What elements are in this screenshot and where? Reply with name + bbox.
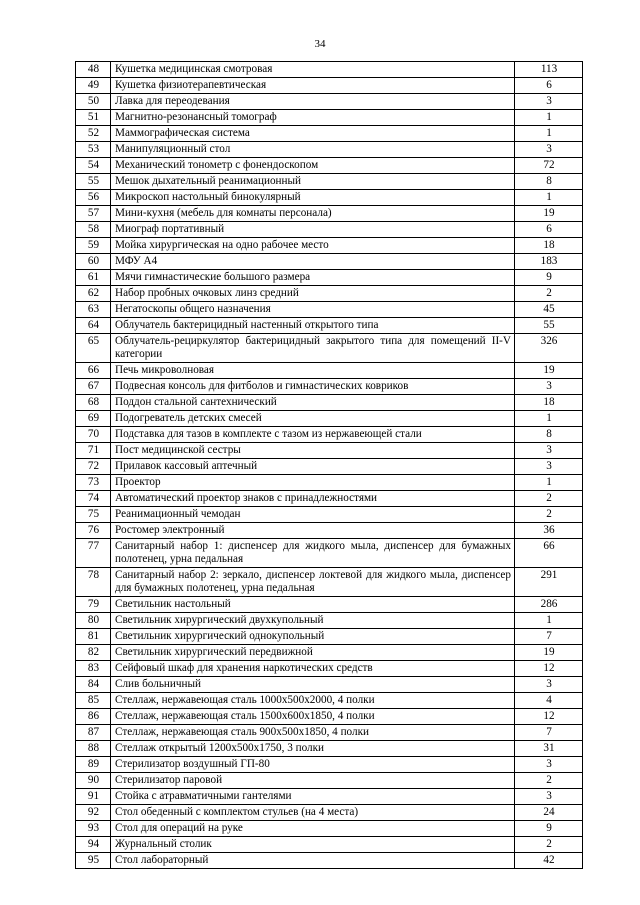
row-number-cell: 87 [76, 725, 111, 741]
table-row [76, 837, 583, 853]
quantity-cell: 1 [515, 411, 583, 427]
row-number-cell: 64 [76, 318, 111, 334]
table-row [76, 174, 583, 190]
table-row [76, 629, 583, 645]
quantity-cell: 6 [515, 222, 583, 238]
item-name-cell: Стеллаж, нержавеющая сталь 1500х600х1850, 4 полки [111, 709, 515, 725]
table-row [76, 693, 583, 709]
row-number-cell: 52 [76, 126, 111, 142]
quantity-cell: 36 [515, 523, 583, 539]
row-number-cell: 60 [76, 254, 111, 270]
table-row [76, 789, 583, 805]
item-name-cell: Стол для операций на руке [111, 821, 515, 837]
page-number: 34 [314, 38, 326, 50]
item-name-cell: Лавка для переодевания [111, 94, 515, 110]
table-row [76, 62, 583, 78]
item-name-cell: Санитарный набор 1: диспенсер для жидкого мыла, диспенсер для бумажных полотенец, урна педальная [111, 539, 515, 568]
row-number-cell: 51 [76, 110, 111, 126]
item-name-cell: Набор пробных очковых линз средний [111, 286, 515, 302]
table-row [76, 568, 583, 597]
item-name-cell: Микроскоп настольный бинокулярный [111, 190, 515, 206]
row-number-cell: 93 [76, 821, 111, 837]
quantity-cell: 8 [515, 427, 583, 443]
item-name-cell: Облучатель-рециркулятор бактерицидный закрытого типа для помещений II-V категории [111, 334, 515, 363]
quantity-cell: 18 [515, 238, 583, 254]
quantity-cell: 2 [515, 773, 583, 789]
quantity-cell: 1 [515, 110, 583, 126]
item-name-cell: Подставка для тазов в комплекте с тазом из нержавеющей стали [111, 427, 515, 443]
table-row [76, 523, 583, 539]
row-number-cell: 66 [76, 363, 111, 379]
item-name-cell: Пост медицинской сестры [111, 443, 515, 459]
table-row [76, 805, 583, 821]
table-row [76, 94, 583, 110]
row-number-cell: 70 [76, 427, 111, 443]
row-number-cell: 85 [76, 693, 111, 709]
quantity-cell: 18 [515, 395, 583, 411]
quantity-cell: 6 [515, 78, 583, 94]
table-row [76, 597, 583, 613]
table-row [76, 411, 583, 427]
row-number-cell: 69 [76, 411, 111, 427]
item-name-cell: Стеллаж, нержавеющая сталь 1000х500х2000, 4 полки [111, 693, 515, 709]
item-name-cell: Печь микроволновая [111, 363, 515, 379]
item-name-cell: Слив больничный [111, 677, 515, 693]
item-name-cell: Светильник настольный [111, 597, 515, 613]
row-number-cell: 50 [76, 94, 111, 110]
table-row [76, 741, 583, 757]
quantity-cell: 3 [515, 677, 583, 693]
row-number-cell: 48 [76, 62, 111, 78]
item-name-cell: Стеллаж, нержавеющая сталь 900х500х1850, 4 полки [111, 725, 515, 741]
row-number-cell: 54 [76, 158, 111, 174]
item-name-cell: Ростомер электронный [111, 523, 515, 539]
item-name-cell: Стеллаж открытый 1200х500х1750, 3 полки [111, 741, 515, 757]
quantity-cell: 9 [515, 821, 583, 837]
row-number-cell: 78 [76, 568, 111, 597]
table-row [76, 142, 583, 158]
table-row [76, 302, 583, 318]
quantity-cell: 291 [515, 568, 583, 597]
quantity-cell: 55 [515, 318, 583, 334]
quantity-cell: 9 [515, 270, 583, 286]
row-number-cell: 89 [76, 757, 111, 773]
table-row [76, 491, 583, 507]
item-name-cell: Автоматический проектор знаков с принадлежностями [111, 491, 515, 507]
row-number-cell: 61 [76, 270, 111, 286]
row-number-cell: 92 [76, 805, 111, 821]
item-name-cell: Механический тонометр с фонендоскопом [111, 158, 515, 174]
row-number-cell: 88 [76, 741, 111, 757]
table-row [76, 254, 583, 270]
quantity-cell: 286 [515, 597, 583, 613]
item-name-cell: Маммографическая система [111, 126, 515, 142]
row-number-cell: 55 [76, 174, 111, 190]
item-name-cell: Санитарный набор 2: зеркало, диспенсер локтевой для жидкого мыла, диспенсер для бумажных полотенец, урна педальная [111, 568, 515, 597]
row-number-cell: 84 [76, 677, 111, 693]
row-number-cell: 75 [76, 507, 111, 523]
row-number-cell: 67 [76, 379, 111, 395]
quantity-cell: 19 [515, 363, 583, 379]
row-number-cell: 94 [76, 837, 111, 853]
quantity-cell: 45 [515, 302, 583, 318]
table-row [76, 238, 583, 254]
item-name-cell: Негатоскопы общего назначения [111, 302, 515, 318]
quantity-cell: 19 [515, 645, 583, 661]
item-name-cell: Кушетка физиотерапевтическая [111, 78, 515, 94]
quantity-cell: 12 [515, 709, 583, 725]
table-row [76, 126, 583, 142]
quantity-cell: 3 [515, 142, 583, 158]
item-name-cell: Кушетка медицинская смотровая [111, 62, 515, 78]
quantity-cell: 1 [515, 190, 583, 206]
table-row [76, 539, 583, 568]
table-row [76, 158, 583, 174]
item-name-cell: Прилавок кассовый аптечный [111, 459, 515, 475]
quantity-cell: 2 [515, 491, 583, 507]
table-row [76, 190, 583, 206]
quantity-cell: 3 [515, 379, 583, 395]
quantity-cell: 8 [515, 174, 583, 190]
item-name-cell: Проектор [111, 475, 515, 491]
table-row [76, 78, 583, 94]
table-row [76, 757, 583, 773]
table-row [76, 443, 583, 459]
item-name-cell: Светильник хирургический передвижной [111, 645, 515, 661]
quantity-cell: 113 [515, 62, 583, 78]
quantity-cell: 4 [515, 693, 583, 709]
item-name-cell: Поддон стальной сантехнический [111, 395, 515, 411]
table-row [76, 395, 583, 411]
quantity-cell: 3 [515, 459, 583, 475]
row-number-cell: 79 [76, 597, 111, 613]
quantity-cell: 7 [515, 725, 583, 741]
item-name-cell: Стол лабораторный [111, 853, 515, 869]
item-name-cell: Манипуляционный стол [111, 142, 515, 158]
quantity-cell: 1 [515, 613, 583, 629]
row-number-cell: 62 [76, 286, 111, 302]
quantity-cell: 183 [515, 254, 583, 270]
row-number-cell: 49 [76, 78, 111, 94]
row-number-cell: 58 [76, 222, 111, 238]
table-row [76, 613, 583, 629]
item-name-cell: Светильник хирургический однокупольный [111, 629, 515, 645]
item-name-cell: Стол обеденный с комплектом стульев (на 4 места) [111, 805, 515, 821]
table-row [76, 773, 583, 789]
item-name-cell: Мойка хирургическая на одно рабочее место [111, 238, 515, 254]
row-number-cell: 65 [76, 334, 111, 363]
table-row [76, 459, 583, 475]
row-number-cell: 56 [76, 190, 111, 206]
table-row [76, 363, 583, 379]
quantity-cell: 7 [515, 629, 583, 645]
item-name-cell: Мячи гимнастические большого размера [111, 270, 515, 286]
quantity-cell: 3 [515, 789, 583, 805]
item-name-cell: Мешок дыхательный реанимационный [111, 174, 515, 190]
row-number-cell: 73 [76, 475, 111, 491]
table-row [76, 677, 583, 693]
quantity-cell: 1 [515, 126, 583, 142]
table-row [76, 206, 583, 222]
table-row [76, 222, 583, 238]
quantity-cell: 3 [515, 443, 583, 459]
quantity-cell: 2 [515, 507, 583, 523]
row-number-cell: 91 [76, 789, 111, 805]
row-number-cell: 53 [76, 142, 111, 158]
equipment-table-body [76, 62, 583, 869]
quantity-cell: 2 [515, 837, 583, 853]
row-number-cell: 59 [76, 238, 111, 254]
item-name-cell: Реанимационный чемодан [111, 507, 515, 523]
quantity-cell: 2 [515, 286, 583, 302]
quantity-cell: 66 [515, 539, 583, 568]
quantity-cell: 3 [515, 757, 583, 773]
row-number-cell: 74 [76, 491, 111, 507]
row-number-cell: 90 [76, 773, 111, 789]
item-name-cell: Светильник хирургический двухкупольный [111, 613, 515, 629]
item-name-cell: Миограф портативный [111, 222, 515, 238]
item-name-cell: Подвесная консоль для фитболов и гимнастических ковриков [111, 379, 515, 395]
row-number-cell: 95 [76, 853, 111, 869]
table-row [76, 427, 583, 443]
quantity-cell: 31 [515, 741, 583, 757]
equipment-table [75, 61, 583, 869]
table-row [76, 379, 583, 395]
table-row [76, 318, 583, 334]
row-number-cell: 76 [76, 523, 111, 539]
row-number-cell: 72 [76, 459, 111, 475]
table-row [76, 507, 583, 523]
table-row [76, 725, 583, 741]
row-number-cell: 86 [76, 709, 111, 725]
item-name-cell: Журнальный столик [111, 837, 515, 853]
row-number-cell: 80 [76, 613, 111, 629]
item-name-cell: МФУ А4 [111, 254, 515, 270]
quantity-cell: 72 [515, 158, 583, 174]
item-name-cell: Стерилизатор паровой [111, 773, 515, 789]
quantity-cell: 3 [515, 94, 583, 110]
row-number-cell: 68 [76, 395, 111, 411]
quantity-cell: 42 [515, 853, 583, 869]
table-row [76, 110, 583, 126]
item-name-cell: Магнитно-резонансный томограф [111, 110, 515, 126]
quantity-cell: 326 [515, 334, 583, 363]
row-number-cell: 71 [76, 443, 111, 459]
quantity-cell: 1 [515, 475, 583, 491]
quantity-cell: 19 [515, 206, 583, 222]
item-name-cell: Стойка с атравматичными гантелями [111, 789, 515, 805]
table-row [76, 821, 583, 837]
item-name-cell: Стерилизатор воздушный ГП-80 [111, 757, 515, 773]
item-name-cell: Облучатель бактерицидный настенный открытого типа [111, 318, 515, 334]
table-row [76, 661, 583, 677]
table-row [76, 334, 583, 363]
table-row [76, 853, 583, 869]
table-row [76, 475, 583, 491]
row-number-cell: 63 [76, 302, 111, 318]
row-number-cell: 57 [76, 206, 111, 222]
table-row [76, 709, 583, 725]
row-number-cell: 82 [76, 645, 111, 661]
row-number-cell: 83 [76, 661, 111, 677]
item-name-cell: Мини-кухня (мебель для комнаты персонала) [111, 206, 515, 222]
table-row [76, 286, 583, 302]
row-number-cell: 81 [76, 629, 111, 645]
row-number-cell: 77 [76, 539, 111, 568]
item-name-cell: Подогреватель детских смесей [111, 411, 515, 427]
table-row [76, 270, 583, 286]
item-name-cell: Сейфовый шкаф для хранения наркотических средств [111, 661, 515, 677]
table-row [76, 645, 583, 661]
quantity-cell: 24 [515, 805, 583, 821]
quantity-cell: 12 [515, 661, 583, 677]
